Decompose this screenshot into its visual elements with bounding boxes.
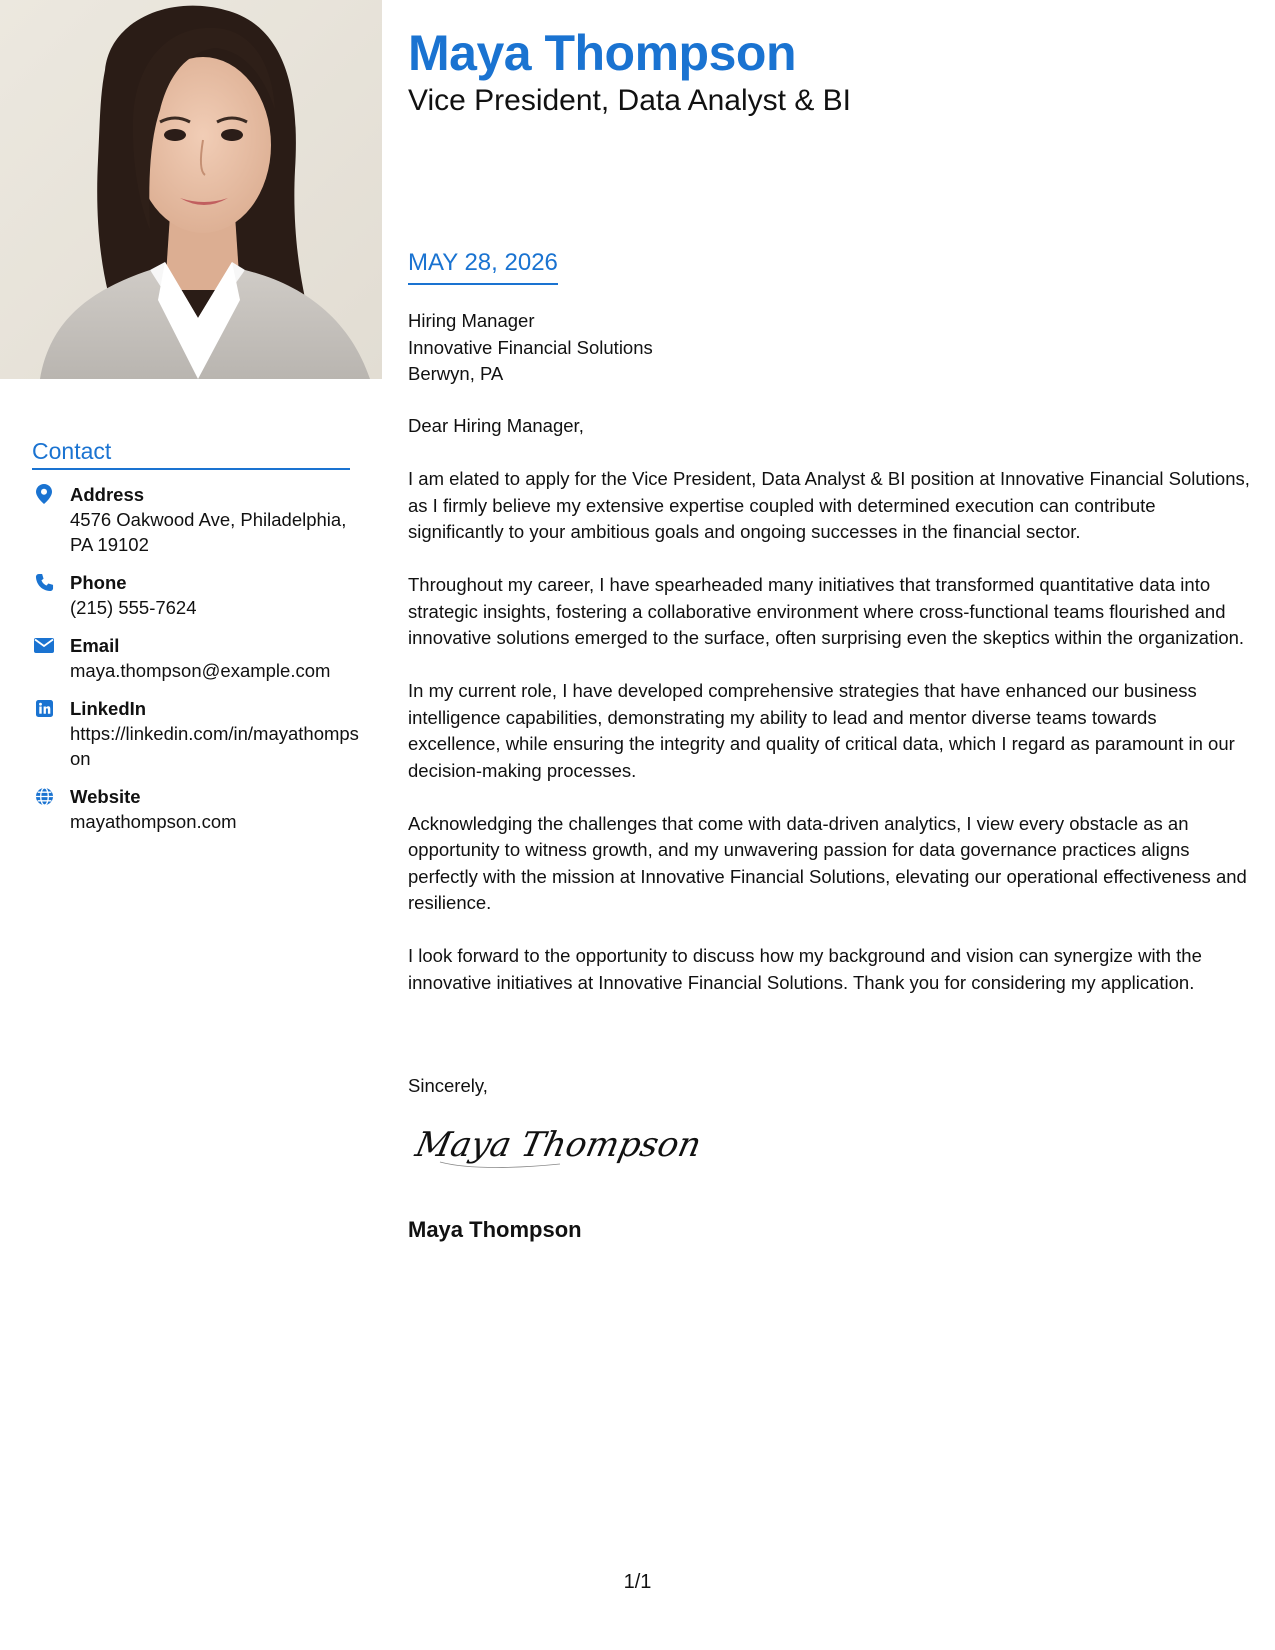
signature xyxy=(410,1118,705,1178)
letter-paragraph: I look forward to the opportunity to discuss how my background and vision can synergize with the innovative initiatives at Innovative Financial Solutions. Thank you for considering my application. xyxy=(408,945,1202,993)
contact-label: Email xyxy=(70,635,120,656)
signer-name: Maya Thompson xyxy=(408,1217,582,1242)
contact-label: LinkedIn xyxy=(70,698,147,719)
letter-paragraph: In my current role, I have developed comprehensive strategies that have enhanced our business intelligence capabilities, demonstrating my ability to lead and mentor diverse teams towards excellence, while ensuring the integrity and quality of critical data, which I regard as paramount in our decision-making processes. xyxy=(408,680,1235,781)
salutation: Dear Hiring Manager, xyxy=(408,415,584,436)
contact-item-email xyxy=(32,633,362,683)
contact-label: Phone xyxy=(70,572,127,593)
letter-paragraph: I am elated to apply for the Vice President, Data Analyst & BI position at Innovative Financial Solutions, as I firmly believe my extensive expertise coupled with determined execution can contribute significantly to your ambitious goals and ongoing successes in the financial sector. xyxy=(408,468,1250,542)
contact-list xyxy=(32,482,362,847)
letter-paragraph: Acknowledging the challenges that come with data-driven analytics, I view every obstacle as an opportunity to witness growth, and my unwavering passion for data governance practices aligns perfectly with the mission at Innovative Financial Solutions, elevating our operational effectiveness and resilience. xyxy=(408,812,1247,913)
profile-photo xyxy=(0,0,382,379)
recipient-location: Berwyn, PA xyxy=(408,363,504,384)
letter-paragraph: Throughout my career, I have spearheaded many initiatives that transformed quantitative data into strategic insights, fostering a collaborative environment where cross-functional teams flourished and innovative solutions emerged to the surface, often surprising even the skeptics within the organization. xyxy=(408,574,1245,648)
contact-heading: Contact xyxy=(32,437,350,470)
map-pin-icon xyxy=(34,484,54,504)
linkedin-value[interactable]: https://linkedin.com/in/mayathompson xyxy=(70,723,359,769)
phone-icon xyxy=(34,572,54,592)
recipient-title: Hiring Manager xyxy=(408,310,535,331)
page-number: 1/1 xyxy=(623,1571,652,1593)
recipient-company: Innovative Financial Solutions xyxy=(408,336,653,358)
contact-item-phone xyxy=(32,570,362,620)
contact-label: Address xyxy=(70,484,145,505)
applicant-role: Vice President, Data Analyst & BI xyxy=(408,84,852,117)
applicant-name: Maya Thompson xyxy=(408,25,796,81)
letter-date: MAY 28, 2026 xyxy=(408,248,558,285)
email-value[interactable]: maya.thompson@example.com xyxy=(70,660,331,681)
globe-icon xyxy=(34,786,54,806)
contact-item-linkedin xyxy=(32,696,362,771)
website-value[interactable]: mayathompson.com xyxy=(70,811,237,832)
contact-label: Website xyxy=(70,786,141,807)
letter-body xyxy=(408,413,1253,1023)
signature-text: Maya Thompson xyxy=(412,1125,705,1165)
closing: Sincerely, xyxy=(408,1075,488,1096)
linkedin-icon xyxy=(34,698,54,718)
phone-value: (215) 555-7624 xyxy=(70,597,197,618)
recipient-block xyxy=(408,308,653,388)
contact-item-website xyxy=(32,784,362,834)
envelope-icon xyxy=(34,635,54,655)
address-value: 4576 Oakwood Ave, Philadelphia, PA 19102 xyxy=(70,509,347,555)
contact-item-address xyxy=(32,482,362,557)
